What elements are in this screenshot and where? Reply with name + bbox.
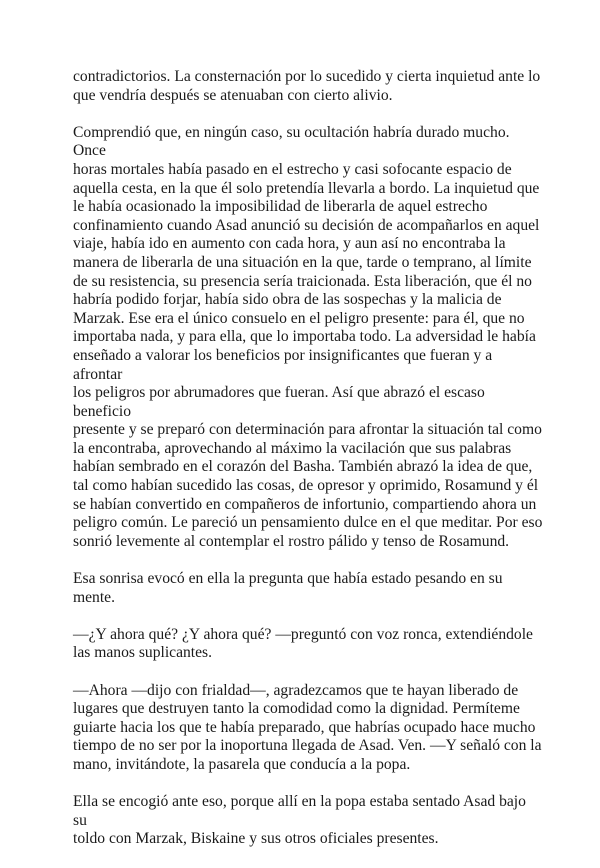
paragraph-continuation: contradictorios. La consternación por lo sucedido y cierta inquietud ante lo que vendría después se atenuaban con cierto alivio.	[73, 68, 541, 104]
paragraph-concealment: Comprendió que, en ningún caso, su ocultación habría durado mucho. Once horas mortales había pasado en el estrecho y casi sofocante espacio de aquella cesta, en la que él solo pretendía llevarla a bordo. La inquietud que le había ocasionado la imposibilidad de liberarla de aquel estrecho confinamiento cuando Asad anunció su decisión de acompañarlos en aquel viaje, había ido en aumento con cada hora, y aun así no encontraba la manera de liberarla de una situación en la que, tarde o temprano, al límite de su resistencia, su presencia sería traicionada. Esta liberación, que él no habría podido forjar, había sido obra de las sospechas y la malicia de Marzak. Ese era el único consuelo en el peligro presente: para él, que no importaba nada, y para ella, que lo importaba todo. La adversidad le había enseñado a valorar los beneficios por insignificantes que fueran y a afrontar los peligros por abrumadores que fueran. Así que abrazó el escaso beneficio presente y se preparó con determinación para afrontar la situación tal como la encontraba, aprovechando al máximo la vacilación que sus palabras habían sembrado en el corazón del Basha. También abrazó la idea de que, tal como habían sucedido las cosas, de opresor y oprimido, Rosamund y él se habían convertido en compañeros de infortunio, compartiendo ahora un peligro común. Le pareció un pensamiento dulce en el que meditar. Por eso sonrió levemente al contemplar el rostro pálido y tenso de Rosamund.	[73, 123, 543, 550]
paragraph-final: Ella se encogió ante eso, porque allí en la popa estaba sentado Asad bajo su toldo con Marzak, Biskaine y sus otros oficiales presentes.	[73, 793, 526, 848]
paragraph-smile: Esa sonrisa evocó en ella la pregunta que había estado pesando en su mente.	[73, 570, 503, 606]
paragraph-dialogue-answer: —Ahora —dijo con frialdad—, agradezcamos que te hayan liberado de lugares que destruyen tanto la comodidad como la dignidad. Permíteme guiarte hacia los que te había preparado, que habrías ocupado hace mucho tiempo de no ser por la inoportuna llegada de Asad. Ven. —Y señaló con la mano, invitándote, la pasarela que conducía a la popa.	[73, 681, 542, 773]
paragraph-dialogue-question: —¿Y ahora qué? ¿Y ahora qué? —preguntó con voz ronca, extendiéndole las manos suplicantes.	[73, 625, 533, 662]
page-body-text	[73, 68, 543, 868]
